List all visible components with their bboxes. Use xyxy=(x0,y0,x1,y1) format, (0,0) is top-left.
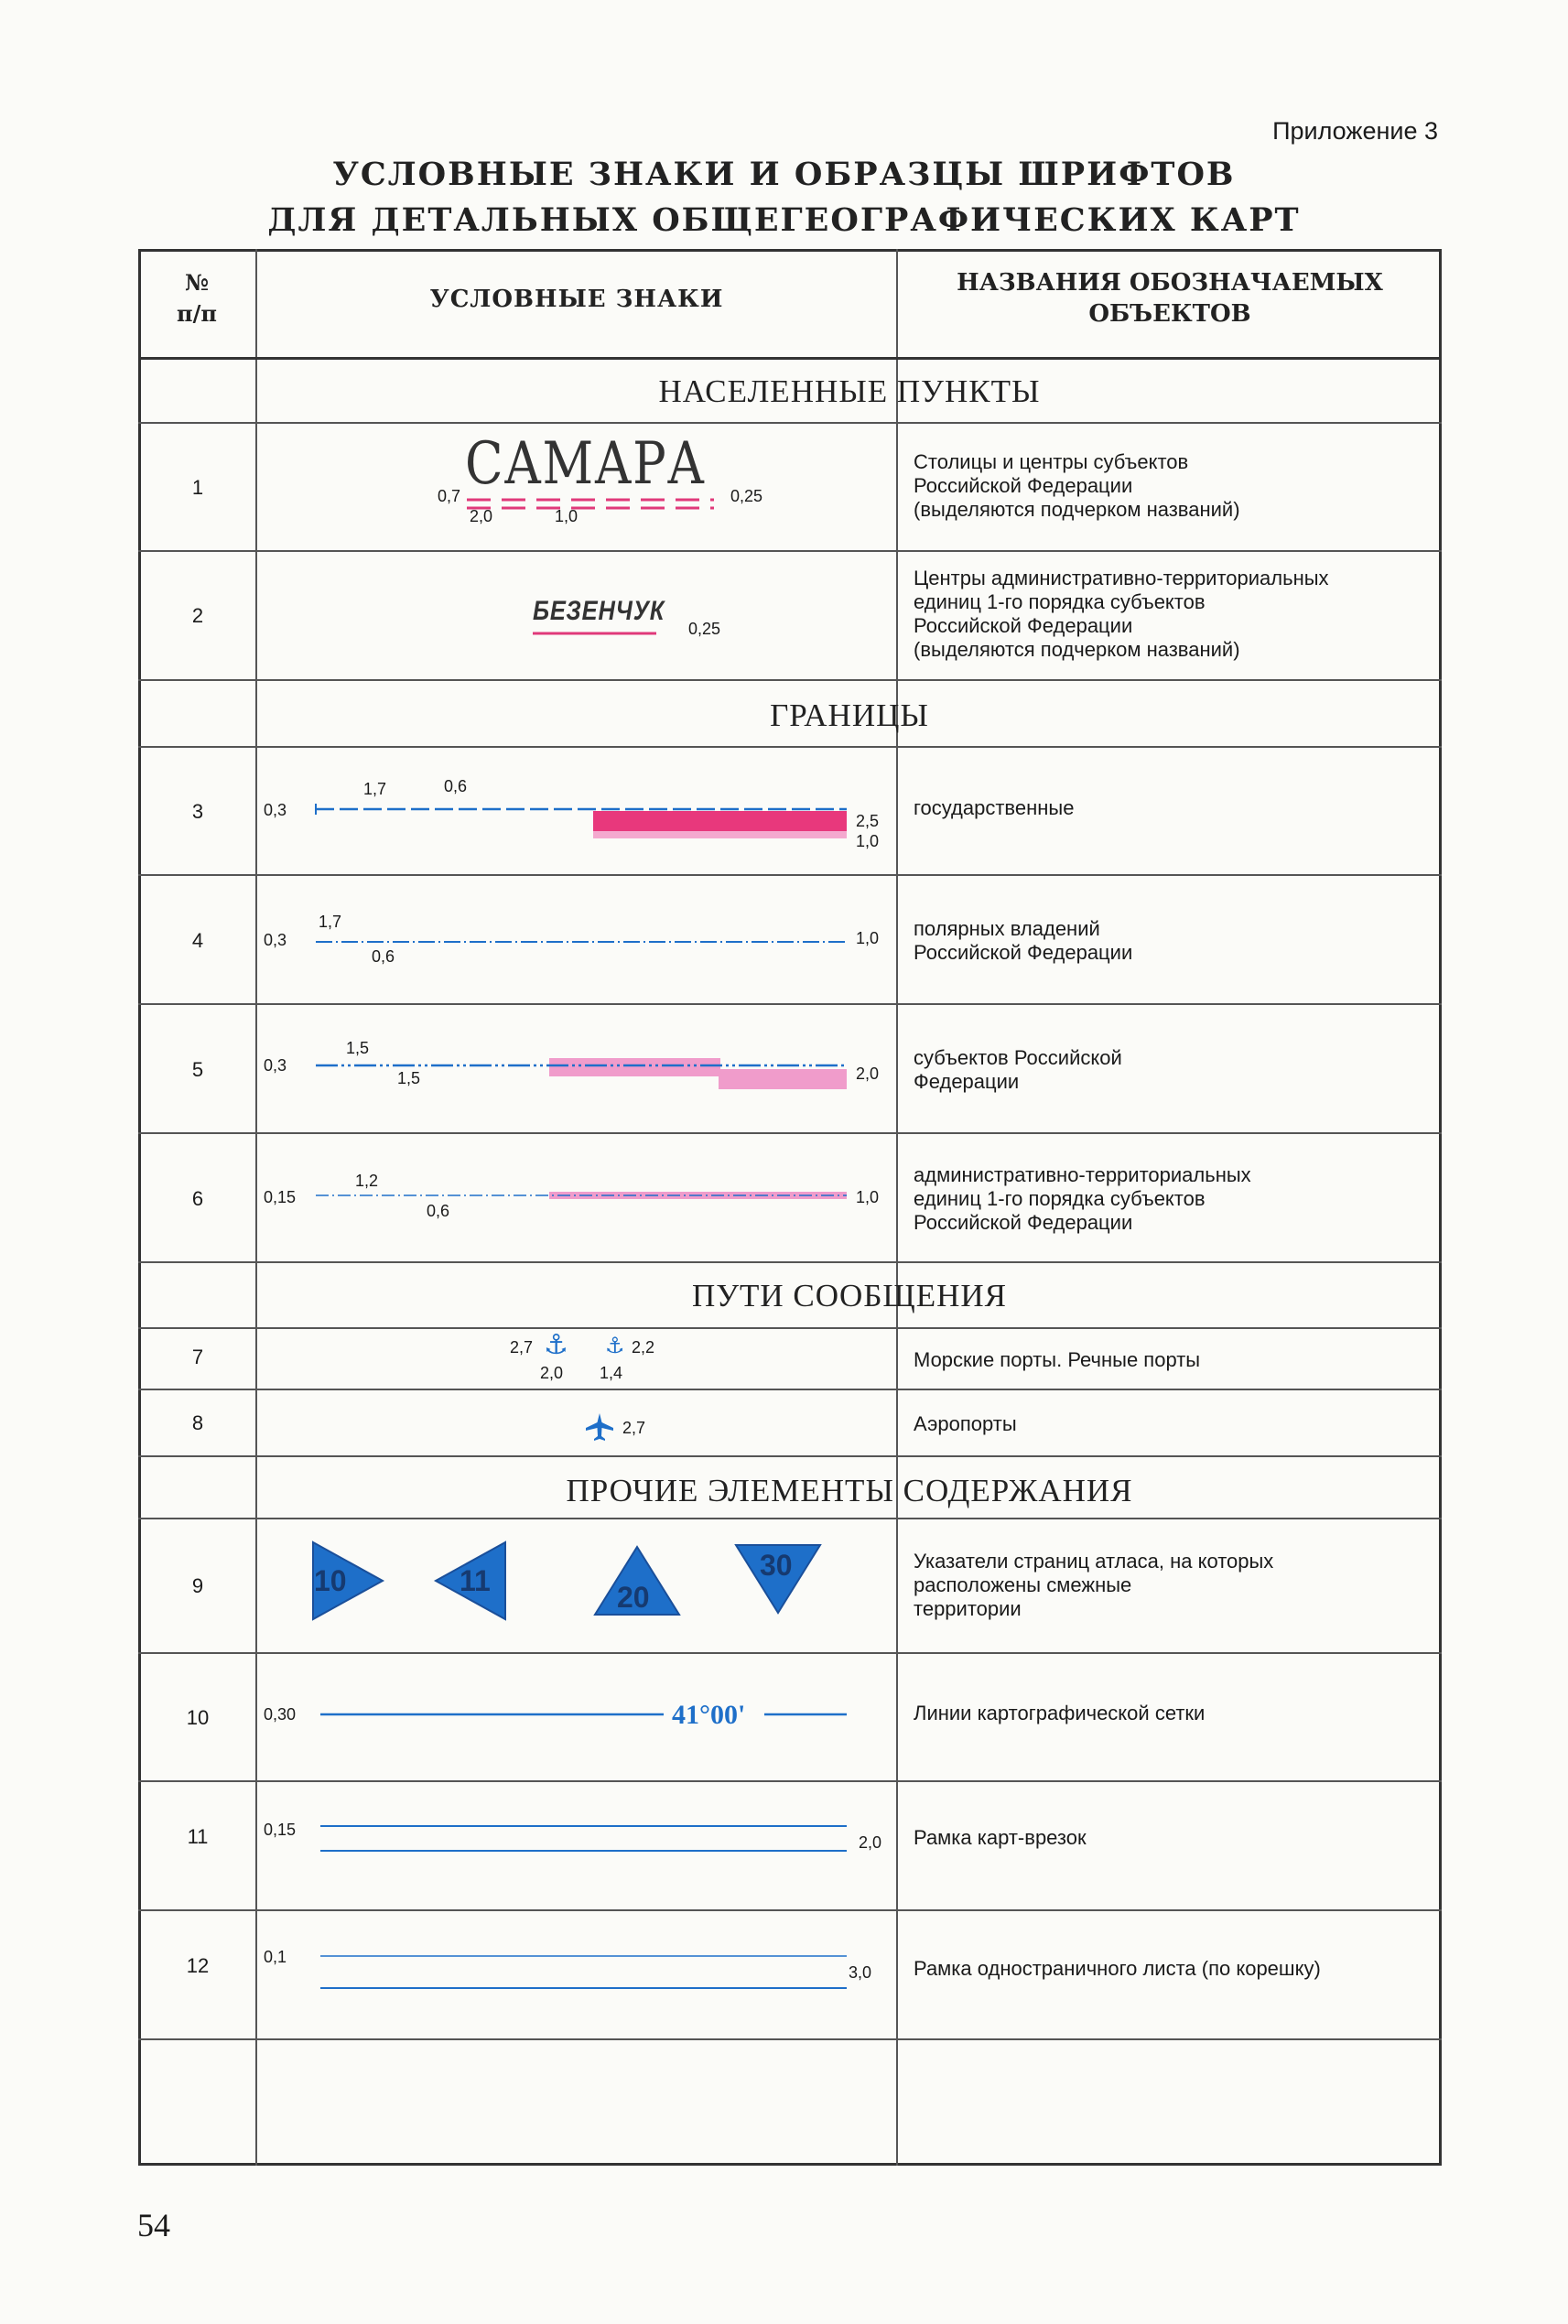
page-pointer-number: 20 xyxy=(617,1581,650,1614)
row-number: 9 xyxy=(191,1574,204,1597)
label: 1,0 xyxy=(856,929,880,947)
label: 0,1 xyxy=(264,1948,287,1966)
label: 0,15 xyxy=(264,1188,297,1206)
row-number: 6 xyxy=(191,1187,204,1210)
label: 3,0 xyxy=(849,1963,872,1982)
desc-line: Российской Федерации xyxy=(914,614,1133,637)
row-description xyxy=(914,567,1426,662)
row-divider xyxy=(138,1909,1442,1911)
label: 1,5 xyxy=(346,1039,370,1057)
label: 0,6 xyxy=(444,777,468,795)
header-object-names xyxy=(898,267,1442,330)
page-pointer-number: 10 xyxy=(314,1564,347,1597)
desc-line: субъектов Российской xyxy=(914,1046,1122,1069)
label: 0,3 xyxy=(264,801,287,819)
river-port-icon: ⚓ xyxy=(605,1333,625,1358)
row-number: 4 xyxy=(191,929,204,952)
label: 0,7 xyxy=(438,487,461,505)
desc-line: Линии картографической сетки xyxy=(914,1702,1206,1724)
sample-capital-name: САМАРА xyxy=(465,430,706,498)
label: 0,25 xyxy=(688,620,721,638)
label: 0,3 xyxy=(264,1056,287,1075)
section-borders: ГРАНИЦЫ xyxy=(770,697,929,733)
label: 1,2 xyxy=(355,1172,379,1190)
desc-line: административно-территориальных xyxy=(914,1163,1251,1186)
row-number: 8 xyxy=(191,1411,204,1434)
desc-line: Столицы и центры субъектов xyxy=(914,450,1189,473)
row-description xyxy=(914,1702,1426,1725)
page-pointer-number: 11 xyxy=(460,1564,491,1597)
header-divider xyxy=(138,357,1442,360)
admin-unit-border-symbol xyxy=(316,1184,865,1212)
header-object-names-line1: НАЗВАНИЯ ОБОЗНАЧАЕМЫХ xyxy=(957,269,1383,297)
label: 0,6 xyxy=(372,947,395,966)
desc-line: Рамка одностраничного листа (по корешку) xyxy=(914,1957,1321,1980)
inset-frame-symbol xyxy=(320,1821,870,1858)
row-divider xyxy=(138,2038,1442,2040)
row-number: 5 xyxy=(191,1058,204,1081)
header-symbols: УСЛОВНЫЕ ЗНАКИ xyxy=(429,286,724,313)
row-number: 3 xyxy=(191,800,204,823)
desc-line: Аэропорты xyxy=(914,1412,1017,1435)
header-number-line2: п/п xyxy=(177,300,217,327)
row-description xyxy=(914,1957,1426,1981)
sample-regional-center-name: БЕЗЕНЧУК xyxy=(533,596,665,626)
row-description xyxy=(914,917,1426,965)
graticule-line-symbol xyxy=(320,1710,870,1719)
desc-line: Российской Федерации xyxy=(914,941,1133,964)
row-description xyxy=(914,1826,1426,1850)
row-description xyxy=(914,1163,1426,1235)
row-divider xyxy=(138,746,1442,748)
row-description xyxy=(914,1550,1426,1621)
label: 0,15 xyxy=(264,1821,297,1839)
label: 0,6 xyxy=(427,1202,450,1220)
row-number: 10 xyxy=(186,1706,210,1729)
state-border-symbol xyxy=(316,789,865,844)
sea-port-icon: ⚓ xyxy=(544,1329,568,1361)
label: 1,7 xyxy=(363,780,387,798)
label: 0,30 xyxy=(264,1705,297,1724)
label: 2,0 xyxy=(859,1833,882,1852)
header-object-names-line2: ОБЪЕКТОВ xyxy=(1088,300,1251,328)
section-settlements: НАСЕЛЕННЫЕ ПУНКТЫ xyxy=(658,373,1041,409)
desc-line: Центры административно-территориальных xyxy=(914,567,1329,589)
airport-icon xyxy=(584,1411,615,1443)
row-number: 2 xyxy=(191,604,204,627)
row-divider xyxy=(138,679,1442,681)
column-divider xyxy=(896,249,898,2166)
row-divider xyxy=(138,874,1442,876)
row-divider xyxy=(138,1261,1442,1263)
row-number: 12 xyxy=(186,1954,210,1977)
row-description xyxy=(914,1046,1426,1094)
desc-line: государственные xyxy=(914,796,1075,819)
row-divider xyxy=(138,1652,1442,1654)
label: 2,0 xyxy=(856,1065,880,1083)
desc-line: Указатели страниц атласа, на которых xyxy=(914,1550,1274,1573)
capital-underline-symbol xyxy=(467,496,741,514)
polar-border-symbol xyxy=(316,928,865,956)
regional-underline-symbol xyxy=(533,631,661,640)
label: 2,7 xyxy=(622,1419,646,1437)
section-routes: ПУТИ СООБЩЕНИЯ xyxy=(691,1278,1008,1313)
label: 1,0 xyxy=(555,507,579,525)
row-divider xyxy=(138,550,1442,552)
desc-line: Российской Федерации xyxy=(914,474,1133,497)
page-title-line1: УСЛОВНЫЕ ЗНАКИ И ОБРАЗЦЫ ШРИФТОВ xyxy=(332,156,1236,193)
header-number xyxy=(138,267,255,330)
desc-line: Российской Федерации xyxy=(914,1211,1133,1234)
row-divider xyxy=(138,1780,1442,1782)
row-number: 7 xyxy=(191,1346,204,1368)
label: 1,0 xyxy=(856,1188,880,1206)
desc-line: (выделяются подчерком названий) xyxy=(914,498,1240,521)
desc-line: Рамка карт-врезок xyxy=(914,1826,1087,1849)
desc-line: единиц 1-го порядка субъектов xyxy=(914,590,1206,613)
row-number: 1 xyxy=(191,476,204,499)
single-page-frame-symbol xyxy=(320,1951,870,1997)
row-divider xyxy=(138,422,1442,424)
label: 1,5 xyxy=(397,1069,421,1087)
appendix-label: Приложение 3 xyxy=(1272,117,1438,145)
desc-line: единиц 1-го порядка субъектов xyxy=(914,1187,1206,1210)
label: 0,25 xyxy=(730,487,763,505)
label: 2,0 xyxy=(470,507,493,525)
desc-line: Федерации xyxy=(914,1070,1020,1093)
row-description xyxy=(914,796,1426,820)
desc-line: территории xyxy=(914,1597,1022,1620)
row-divider xyxy=(138,1455,1442,1457)
row-divider xyxy=(138,1327,1442,1329)
page-pointer-number: 30 xyxy=(760,1549,793,1582)
page-title-line2: ДЛЯ ДЕТАЛЬНЫХ ОБЩЕГЕОГРАФИЧЕСКИХ КАРТ xyxy=(267,201,1301,239)
desc-line: расположены смежные xyxy=(914,1573,1132,1596)
header-number-line1: № xyxy=(184,269,210,296)
page-number: 54 xyxy=(137,2207,170,2243)
row-divider xyxy=(138,1003,1442,1005)
label: 1,0 xyxy=(856,832,880,850)
label: 2,2 xyxy=(632,1338,655,1357)
label: 1,7 xyxy=(319,913,342,931)
label: 2,5 xyxy=(856,812,880,830)
row-description xyxy=(914,450,1426,522)
label: 1,4 xyxy=(600,1364,623,1382)
row-description xyxy=(914,1412,1426,1436)
section-other: ПРОЧИЕ ЭЛЕМЕНТЫ СОДЕРЖАНИЯ xyxy=(566,1473,1133,1508)
row-divider xyxy=(138,1389,1442,1390)
row-divider xyxy=(138,1132,1442,1134)
desc-line: полярных владений xyxy=(914,917,1100,940)
desc-line: (выделяются подчерком названий) xyxy=(914,638,1240,661)
row-description xyxy=(914,1348,1426,1372)
label: 0,3 xyxy=(264,931,287,949)
row-number: 11 xyxy=(187,1825,209,1848)
desc-line: Морские порты. Речные порты xyxy=(914,1348,1201,1371)
label: 2,0 xyxy=(540,1364,564,1382)
row-divider xyxy=(138,1518,1442,1519)
graticule-coordinate-label: 41°00' xyxy=(672,1700,746,1730)
label: 2,7 xyxy=(510,1338,534,1357)
